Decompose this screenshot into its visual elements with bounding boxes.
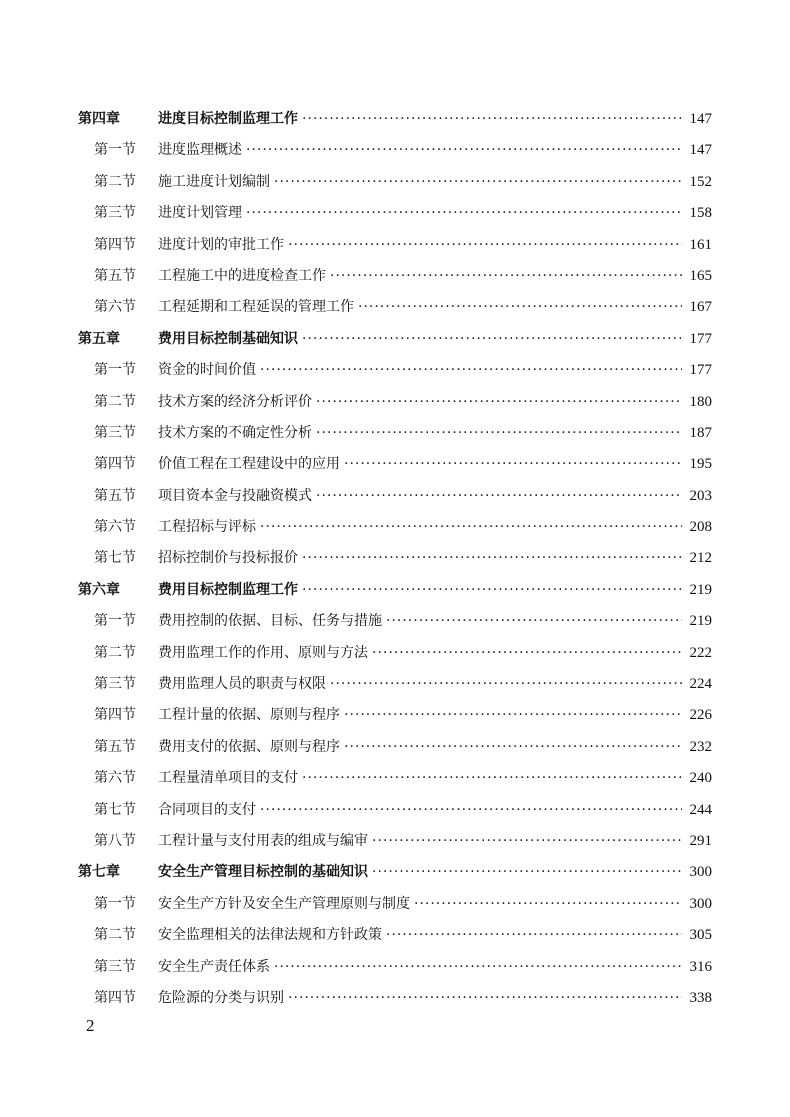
toc-entry-title: 进度监理概述 xyxy=(158,142,242,159)
toc-section-row xyxy=(78,700,712,731)
toc-entry-title: 安全监理相关的法律法规和方针政策 xyxy=(158,927,382,944)
toc-entry-number: 第六章 xyxy=(78,581,120,598)
toc-entry-title: 工程招标与评标 xyxy=(158,519,256,536)
toc-section-row xyxy=(78,355,712,386)
dot-leader xyxy=(316,481,682,512)
toc-section-row xyxy=(78,952,712,983)
toc-section-row xyxy=(78,732,712,763)
toc-section-row xyxy=(78,669,712,700)
toc-section-row xyxy=(78,230,712,261)
toc-entry-number: 第二节 xyxy=(94,927,136,944)
toc-entry-number: 第三节 xyxy=(94,676,136,693)
toc-entry-page: 300 xyxy=(689,864,712,881)
toc-entry-page: 219 xyxy=(689,581,712,598)
dot-leader xyxy=(260,795,682,826)
toc-entry-title: 工程计量的依据、原则与程序 xyxy=(158,707,340,724)
toc-entry-number: 第五节 xyxy=(94,267,136,284)
toc-section-row xyxy=(78,606,712,637)
toc-entry-title: 安全生产方针及安全生产管理原则与制度 xyxy=(158,895,410,912)
toc-entry-title: 施工进度计划编制 xyxy=(158,173,270,190)
toc-entry-page: 158 xyxy=(689,205,712,222)
toc-entry-title: 项目资本金与投融资模式 xyxy=(158,487,312,504)
dot-leader xyxy=(274,167,682,198)
toc-entry-title: 价值工程在工程建设中的应用 xyxy=(158,456,340,473)
toc-entry-page: 291 xyxy=(689,832,712,849)
toc-entry-page: 224 xyxy=(689,676,712,693)
toc-entry-number: 第四节 xyxy=(94,989,136,1006)
toc-entry-number: 第六节 xyxy=(94,519,136,536)
toc-chapter-row xyxy=(78,324,712,355)
dot-leader xyxy=(288,983,682,1014)
dot-leader xyxy=(358,292,682,323)
dot-leader xyxy=(344,700,682,731)
dot-leader xyxy=(260,512,682,543)
toc-entry-number: 第一节 xyxy=(94,362,136,379)
toc-entry-number: 第八节 xyxy=(94,832,136,849)
dot-leader xyxy=(372,857,682,888)
dot-leader xyxy=(302,763,682,794)
toc-entry-title: 危险源的分类与识别 xyxy=(158,989,284,1006)
toc-entry-title: 费用目标控制基础知识 xyxy=(158,330,298,347)
dot-leader xyxy=(302,104,682,135)
toc-section-row xyxy=(78,261,712,292)
toc-entry-number: 第三节 xyxy=(94,958,136,975)
toc-entry-number: 第一节 xyxy=(94,895,136,912)
toc-entry-title: 费用监理人员的职责与权限 xyxy=(158,676,326,693)
dot-leader xyxy=(386,920,682,951)
toc-section-row xyxy=(78,481,712,512)
toc-section-row xyxy=(78,512,712,543)
toc-section-row xyxy=(78,167,712,198)
toc-entry-page: 152 xyxy=(689,173,712,190)
dot-leader xyxy=(246,198,682,229)
toc-entry-number: 第五章 xyxy=(78,330,120,347)
toc-entry-number: 第七节 xyxy=(94,550,136,567)
toc-entry-title: 费用目标控制监理工作 xyxy=(158,581,298,598)
toc-section-row xyxy=(78,449,712,480)
dot-leader xyxy=(288,230,682,261)
dot-leader xyxy=(372,638,682,669)
toc-entry-page: 212 xyxy=(689,550,712,567)
dot-leader xyxy=(344,732,682,763)
toc-entry-page: 244 xyxy=(689,801,712,818)
dot-leader xyxy=(260,355,682,386)
toc-entry-page: 316 xyxy=(689,958,712,975)
toc-entry-number: 第一节 xyxy=(94,142,136,159)
toc-section-row xyxy=(78,889,712,920)
toc-entry-title: 合同项目的支付 xyxy=(158,801,256,818)
toc-section-row xyxy=(78,543,712,574)
table-of-contents xyxy=(78,104,712,1014)
toc-entry-title: 技术方案的经济分析评价 xyxy=(158,393,312,410)
toc-entry-title: 工程施工中的进度检查工作 xyxy=(158,267,326,284)
toc-section-row xyxy=(78,795,712,826)
toc-entry-page: 195 xyxy=(689,456,712,473)
toc-entry-title: 费用监理工作的作用、原则与方法 xyxy=(158,644,368,661)
toc-entry-page: 208 xyxy=(689,519,712,536)
toc-entry-page: 219 xyxy=(689,613,712,630)
toc-entry-page: 177 xyxy=(689,362,712,379)
toc-entry-page: 161 xyxy=(689,236,712,253)
dot-leader xyxy=(372,826,682,857)
dot-leader xyxy=(246,135,682,166)
toc-entry-title: 工程延期和工程延误的管理工作 xyxy=(158,299,354,316)
toc-section-row xyxy=(78,826,712,857)
toc-entry-page: 338 xyxy=(689,989,712,1006)
toc-entry-number: 第二节 xyxy=(94,644,136,661)
toc-entry-title: 安全生产管理目标控制的基础知识 xyxy=(158,864,368,881)
toc-entry-title: 资金的时间价值 xyxy=(158,362,256,379)
toc-chapter-row xyxy=(78,575,712,606)
toc-entry-number: 第三节 xyxy=(94,424,136,441)
toc-entry-page: 222 xyxy=(689,644,712,661)
dot-leader xyxy=(302,575,682,606)
dot-leader xyxy=(316,418,682,449)
toc-section-row xyxy=(78,763,712,794)
toc-entry-title: 工程计量与支付用表的组成与编审 xyxy=(158,832,368,849)
page-number: 2 xyxy=(86,1016,95,1035)
dot-leader xyxy=(386,606,682,637)
toc-entry-number: 第六节 xyxy=(94,770,136,787)
toc-entry-page: 300 xyxy=(689,895,712,912)
toc-entry-page: 240 xyxy=(689,770,712,787)
dot-leader xyxy=(316,387,682,418)
toc-entry-title: 技术方案的不确定性分析 xyxy=(158,424,312,441)
toc-section-row xyxy=(78,983,712,1014)
toc-section-row xyxy=(78,198,712,229)
toc-section-row xyxy=(78,135,712,166)
dot-leader xyxy=(302,543,682,574)
toc-entry-number: 第七节 xyxy=(94,801,136,818)
toc-entry-title: 费用控制的依据、目标、任务与措施 xyxy=(158,613,382,630)
toc-entry-number: 第二节 xyxy=(94,173,136,190)
dot-leader xyxy=(414,889,682,920)
toc-chapter-row xyxy=(78,104,712,135)
toc-entry-page: 180 xyxy=(689,393,712,410)
toc-entry-page: 232 xyxy=(689,738,712,755)
toc-entry-page: 226 xyxy=(689,707,712,724)
toc-entry-number: 第六节 xyxy=(94,299,136,316)
toc-entry-page: 187 xyxy=(689,424,712,441)
toc-section-row xyxy=(78,292,712,323)
toc-entry-page: 165 xyxy=(689,267,712,284)
toc-entry-number: 第五节 xyxy=(94,487,136,504)
toc-entry-number: 第二节 xyxy=(94,393,136,410)
toc-entry-number: 第七章 xyxy=(78,864,120,881)
dot-leader xyxy=(330,261,682,292)
toc-entry-number: 第一节 xyxy=(94,613,136,630)
toc-entry-title: 进度目标控制监理工作 xyxy=(158,111,298,127)
dot-leader xyxy=(344,449,682,480)
toc-entry-number: 第四章 xyxy=(78,111,120,127)
toc-entry-title: 费用支付的依据、原则与程序 xyxy=(158,738,340,755)
toc-entry-number: 第五节 xyxy=(94,738,136,755)
toc-section-row xyxy=(78,638,712,669)
toc-entry-page: 177 xyxy=(689,330,712,347)
toc-entry-title: 工程量清单项目的支付 xyxy=(158,770,298,787)
dot-leader xyxy=(274,952,682,983)
toc-entry-number: 第四节 xyxy=(94,236,136,253)
toc-entry-title: 进度计划的审批工作 xyxy=(158,236,284,253)
toc-section-row xyxy=(78,418,712,449)
toc-entry-page: 305 xyxy=(689,927,712,944)
dot-leader xyxy=(302,324,682,355)
toc-entry-number: 第四节 xyxy=(94,707,136,724)
toc-entry-page: 147 xyxy=(689,111,712,127)
toc-entry-page: 147 xyxy=(689,142,712,159)
dot-leader xyxy=(330,669,682,700)
toc-entry-number: 第三节 xyxy=(94,205,136,222)
toc-section-row xyxy=(78,387,712,418)
toc-entry-page: 203 xyxy=(689,487,712,504)
toc-entry-page: 167 xyxy=(689,299,712,316)
toc-entry-number: 第四节 xyxy=(94,456,136,473)
toc-entry-title: 进度计划管理 xyxy=(158,205,242,222)
toc-section-row xyxy=(78,920,712,951)
toc-entry-title: 安全生产责任体系 xyxy=(158,958,270,975)
toc-chapter-row xyxy=(78,857,712,888)
toc-entry-title: 招标控制价与投标报价 xyxy=(158,550,298,567)
